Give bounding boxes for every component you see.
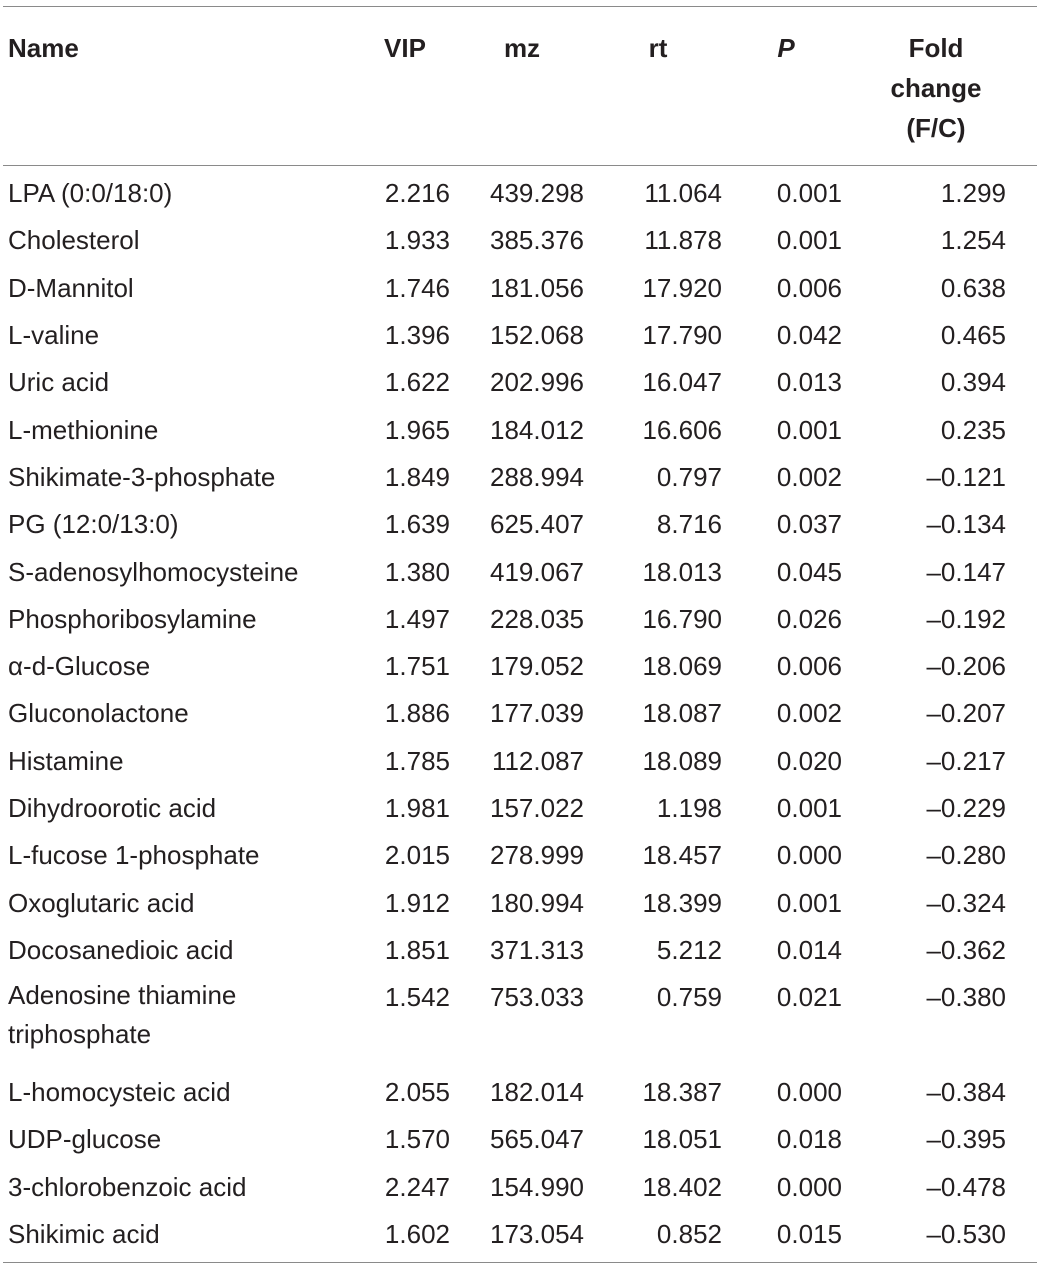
- table-row: [3, 217, 1037, 264]
- cell-mz: 157.022: [490, 793, 584, 823]
- cell-name: Dihydroorotic acid: [8, 793, 217, 823]
- header-fold-line3: (F/C): [906, 113, 966, 143]
- cell-rt: 16.606: [642, 414, 722, 445]
- cell-vip: 1.602: [356, 1211, 454, 1263]
- cell-rt: 18.087: [642, 698, 722, 729]
- cell-mz: 152.068: [490, 320, 584, 351]
- header-p-value: [726, 7, 846, 166]
- cell-vip: 2.055: [384, 1077, 450, 1108]
- table-row: [3, 454, 1037, 501]
- header-fold-line2: change: [890, 73, 982, 103]
- cell-p-value: 0.002: [776, 461, 842, 492]
- table-row: [3, 166, 1037, 218]
- cell-name: L-valine: [8, 320, 100, 351]
- cell-vip: 1.622: [384, 367, 450, 398]
- header-fold-line1: Fold: [908, 33, 964, 63]
- table-row: [3, 974, 1037, 1069]
- cell-name: UDP-glucose: [8, 1124, 162, 1155]
- cell-mz: 278.999: [490, 840, 584, 871]
- cell-mz: 228.035: [490, 603, 584, 634]
- cell-name: Histamine: [8, 745, 124, 776]
- cell-p-value: 0.001: [776, 414, 842, 445]
- table-row: [3, 785, 1037, 832]
- cell-p-value: 0.037: [776, 509, 842, 540]
- header-vip: VIP: [356, 7, 454, 166]
- cell-rt: 0.797: [656, 461, 722, 492]
- cell-vip: 1.981: [384, 793, 450, 823]
- cell-p-value: 0.001: [776, 887, 842, 918]
- cell-vip: 1.396: [384, 320, 450, 351]
- table-body: [3, 166, 1037, 1263]
- cell-vip: 1.639: [384, 509, 450, 540]
- table-row: [3, 1164, 1037, 1211]
- cell-fold-change: –0.121: [926, 461, 1006, 492]
- cell-name: Shikimate-3-phosphate: [8, 461, 276, 492]
- cell-vip: 1.542: [384, 982, 450, 1013]
- cell-p-value: 0.015: [726, 1211, 846, 1263]
- table-row: [3, 643, 1037, 690]
- cell-vip: 1.497: [384, 603, 450, 634]
- cell-mz: 181.056: [490, 272, 584, 303]
- cell-p-value: 0.001: [776, 793, 842, 823]
- cell-p-value: 0.002: [776, 698, 842, 729]
- cell-name: PG (12:0/13:0): [8, 509, 179, 540]
- cell-fold-change: –0.229: [926, 793, 1006, 823]
- table-row: [3, 1116, 1037, 1163]
- cell-p-value: 0.026: [776, 603, 842, 634]
- cell-p-value: 0.006: [776, 651, 842, 682]
- cell-fold-change: –0.134: [926, 509, 1006, 540]
- cell-mz: 385.376: [490, 225, 584, 256]
- cell-rt: 16.047: [642, 367, 722, 398]
- cell-rt: 18.399: [642, 887, 722, 918]
- cell-vip: 1.785: [384, 745, 450, 776]
- cell-mz: 288.994: [490, 461, 584, 492]
- cell-p-value: 0.001: [776, 225, 842, 256]
- cell-fold-change: –0.324: [926, 887, 1006, 918]
- cell-p-value: 0.000: [776, 1171, 842, 1202]
- cell-mz: 179.052: [490, 651, 584, 682]
- cell-name: 3-chlorobenzoic acid: [8, 1171, 247, 1202]
- table-row: [3, 265, 1037, 312]
- table-row: [3, 927, 1037, 974]
- cell-fold-change: 1.299: [940, 178, 1006, 209]
- cell-mz: 177.039: [490, 698, 584, 729]
- cell-rt: 0.852: [590, 1211, 726, 1263]
- metabolite-table: [3, 6, 1037, 1263]
- cell-rt: 18.457: [642, 840, 722, 871]
- cell-name: Cholesterol: [8, 225, 140, 256]
- cell-rt: 17.920: [642, 272, 722, 303]
- cell-name: Gluconolactone: [8, 698, 189, 729]
- cell-name: Docosanedioic acid: [8, 934, 234, 965]
- cell-vip: 1.380: [384, 556, 450, 587]
- cell-vip: 1.849: [384, 461, 450, 492]
- cell-fold-change: –0.380: [926, 982, 1006, 1013]
- cell-mz: 565.047: [490, 1124, 584, 1155]
- cell-name: L-methionine: [8, 414, 159, 445]
- cell-name: L-fucose 1-phosphate: [8, 840, 260, 871]
- table-row: [3, 548, 1037, 595]
- table-row: [3, 1069, 1037, 1116]
- cell-mz: 753.033: [490, 982, 584, 1013]
- cell-p-value: 0.020: [776, 745, 842, 776]
- cell-vip: 2.247: [384, 1171, 450, 1202]
- cell-rt: 18.387: [642, 1077, 722, 1108]
- cell-p-value: 0.000: [776, 840, 842, 871]
- table-row: [3, 832, 1037, 879]
- header-name: Name: [3, 7, 356, 166]
- cell-fold-change: –0.530: [846, 1211, 1037, 1263]
- cell-vip: 1.965: [384, 414, 450, 445]
- cell-name: D-Mannitol: [8, 272, 134, 303]
- cell-vip: 1.912: [384, 887, 450, 918]
- header-row: [3, 7, 1037, 166]
- header-p-label: P: [777, 33, 795, 63]
- cell-fold-change: –0.217: [926, 745, 1006, 776]
- cell-mz: 182.014: [490, 1077, 584, 1108]
- cell-p-value: 0.042: [776, 320, 842, 351]
- table-row: [3, 312, 1037, 359]
- header-rt: rt: [590, 7, 726, 166]
- cell-rt: 18.051: [642, 1124, 722, 1155]
- cell-name: α-d-Glucose: [8, 651, 151, 682]
- table-row: [3, 359, 1037, 406]
- cell-rt: 11.064: [644, 178, 722, 209]
- cell-name: Shikimic acid: [3, 1211, 356, 1263]
- cell-name: Oxoglutaric acid: [8, 887, 195, 918]
- cell-vip: 2.216: [384, 178, 450, 209]
- cell-rt: 11.878: [644, 225, 722, 256]
- cell-p-value: 0.018: [776, 1124, 842, 1155]
- cell-p-value: 0.001: [776, 178, 842, 209]
- cell-fold-change: –0.362: [926, 934, 1006, 965]
- table-row: [3, 1211, 1037, 1263]
- cell-rt: 18.013: [642, 556, 722, 587]
- cell-fold-change: –0.384: [926, 1077, 1006, 1108]
- cell-mz: 419.067: [490, 556, 584, 587]
- cell-name: Adenosine thiamine triphosphate: [8, 980, 237, 1050]
- table-row: [3, 738, 1037, 785]
- cell-fold-change: –0.192: [926, 603, 1006, 634]
- cell-name: S-adenosylhomocysteine: [8, 556, 299, 587]
- cell-name: L-homocysteic acid: [8, 1077, 231, 1108]
- cell-p-value: 0.000: [776, 1077, 842, 1108]
- cell-fold-change: 0.465: [940, 320, 1006, 351]
- cell-name: LPA (0:0/18:0): [8, 178, 173, 209]
- cell-mz: 180.994: [490, 887, 584, 918]
- cell-rt: 1.198: [656, 793, 722, 823]
- cell-rt: 16.790: [642, 603, 722, 634]
- cell-rt: 8.716: [656, 509, 722, 540]
- table-row: [3, 596, 1037, 643]
- cell-rt: 18.402: [642, 1171, 722, 1202]
- header-fold-change: [846, 7, 1037, 166]
- cell-name: Phosphoribosylamine: [8, 603, 257, 634]
- cell-fold-change: 0.235: [940, 414, 1006, 445]
- cell-fold-change: –0.478: [926, 1171, 1006, 1202]
- cell-fold-change: –0.206: [926, 651, 1006, 682]
- cell-mz: 371.313: [490, 934, 584, 965]
- header-mz: mz: [454, 7, 590, 166]
- cell-vip: 1.933: [384, 225, 450, 256]
- cell-name: Uric acid: [8, 367, 110, 398]
- table-row: [3, 406, 1037, 453]
- cell-mz: 439.298: [490, 178, 584, 209]
- cell-p-value: 0.014: [776, 934, 842, 965]
- cell-p-value: 0.006: [776, 272, 842, 303]
- cell-fold-change: –0.147: [926, 556, 1006, 587]
- cell-rt: 17.790: [642, 320, 722, 351]
- cell-p-value: 0.013: [776, 367, 842, 398]
- cell-fold-change: –0.207: [926, 698, 1006, 729]
- cell-rt: 18.089: [642, 745, 722, 776]
- table-row: [3, 690, 1037, 737]
- cell-mz: 625.407: [490, 509, 584, 540]
- table-row: [3, 879, 1037, 926]
- cell-mz: 184.012: [490, 414, 584, 445]
- cell-fold-change: 1.254: [940, 225, 1006, 256]
- cell-mz: 154.990: [490, 1171, 584, 1202]
- cell-rt: 18.069: [642, 651, 722, 682]
- cell-vip: 1.851: [384, 934, 450, 965]
- cell-rt: 5.212: [656, 934, 722, 965]
- table-row: [3, 501, 1037, 548]
- cell-rt: 0.759: [656, 982, 722, 1013]
- cell-fold-change: 0.638: [940, 272, 1006, 303]
- cell-fold-change: –0.280: [926, 840, 1006, 871]
- cell-p-value: 0.045: [776, 556, 842, 587]
- cell-mz: 173.054: [454, 1211, 590, 1263]
- cell-vip: 1.751: [384, 651, 450, 682]
- cell-vip: 1.886: [384, 698, 450, 729]
- cell-vip: 1.570: [384, 1124, 450, 1155]
- cell-vip: 1.746: [384, 272, 450, 303]
- cell-fold-change: 0.394: [940, 367, 1006, 398]
- cell-p-value: 0.021: [776, 982, 842, 1013]
- cell-vip: 2.015: [384, 840, 450, 871]
- cell-fold-change: –0.395: [926, 1124, 1006, 1155]
- cell-mz: 202.996: [490, 367, 584, 398]
- cell-mz: 112.087: [491, 745, 584, 776]
